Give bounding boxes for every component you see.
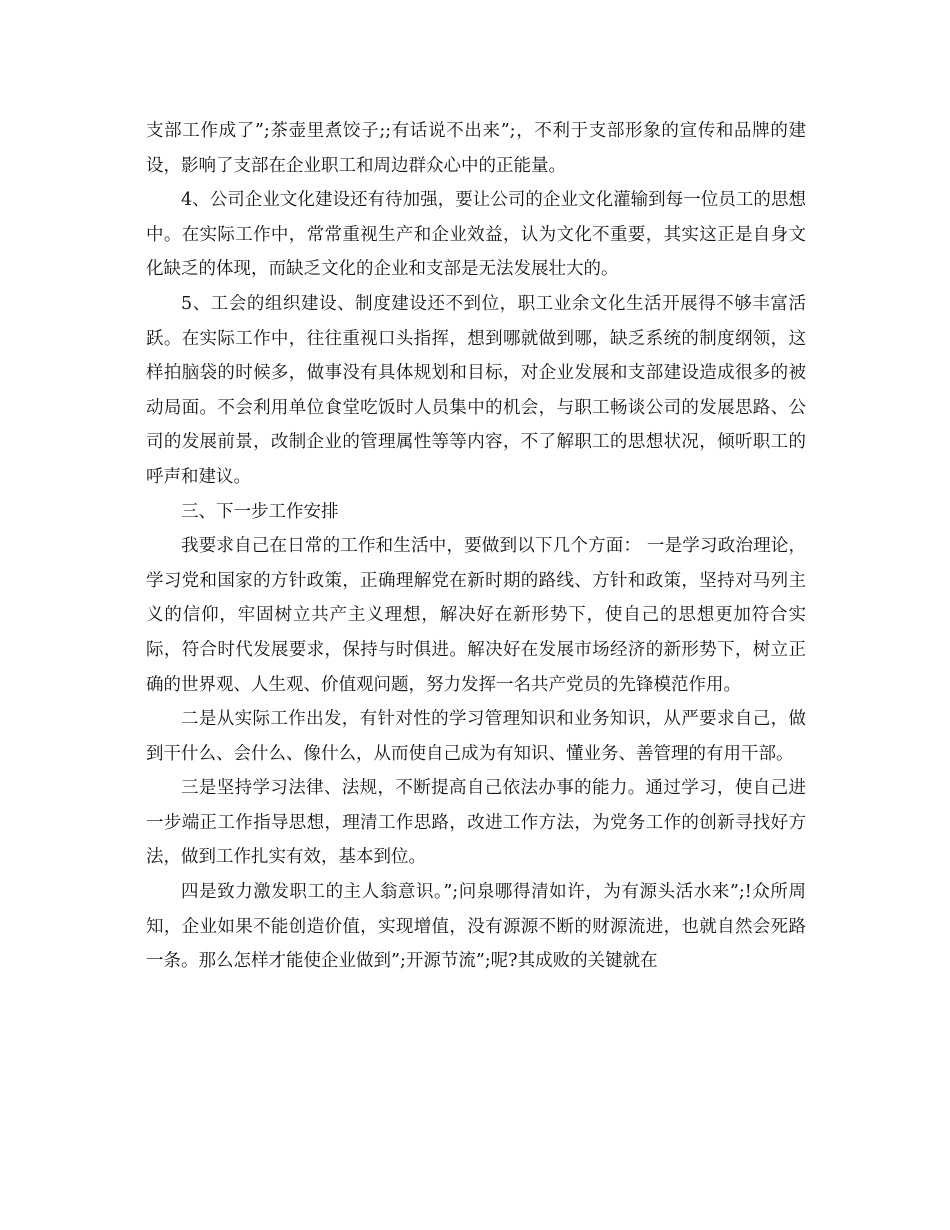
paragraph-item-1: 我要求自己在日常的工作和生活中，要做到以下几个方面： 一是学习政治理论，学习党和国家的方针政策，正确理解党在新时期的路线、方针和政策，坚持对马列主义的信仰，牢固树立共产主义理想，解决好在新形势下，使自己的思想更加符合实际，符合时代发展要求，保持与时俱进。解决好在发展市场经济的新形势下，树立正确的世界观、人生观、价值观问题，努力发挥一名共产党员的先锋模范作用。 <box>146 536 806 695</box>
paragraph-item-3: 三是坚持学习法律、法规，不断提高自己依法办事的能力。通过学习，使自己进一步端正工作指导思想，理清工作思路，改进工作方法，为党务工作的创新寻找好方法，做到工作扎实有效，基本到位。 <box>146 778 806 868</box>
paragraph-continuation: 支部工作成了”;茶壶里煮饺子;;有话说不出来”;，不利于支部形象的宣传和品牌的建设，影响了支部在企业职工和周边群众心中的正能量。 <box>146 121 806 176</box>
section-heading-next-steps: 三、下一步工作安排 <box>181 501 339 522</box>
paragraph-item-4: 四是致力激发职工的主人翁意识。”;问泉哪得清如许，为有源头活水来”;!众所周知，企业如果不能创造价值，实现增值，没有源源不断的财源流进，也就自然会死路一条。那么怎样才能使企业做到”;开源节流”;呢?其成败的关键就在 <box>146 882 806 972</box>
paragraph-item-2: 二是从实际工作出发，有针对性的学习管理知识和业务知识，从严要求自己，做到干什么、会什么、像什么，从而使自己成为有知识、懂业务、善管理的有用干部。 <box>146 709 806 764</box>
document-body <box>146 114 806 979</box>
paragraph-point-5: 5、工会的组织建设、制度建设还不到位，职工业余文化生活开展得不够丰富活跃。在实际工作中，往往重视口头指挥，想到哪就做到哪，缺乏系统的制度纲领，这样拍脑袋的时候多，做事没有具体规划和目标，对企业发展和支部建设造成很多的被动局面。不会利用单位食堂吃饭时人员集中的机会，与职工畅谈公司的发展思路、公司的发展前景，改制企业的管理属性等等内容，不了解职工的思想状况，倾听职工的呼声和建议。 <box>146 293 806 487</box>
paragraph-point-4: 4、公司企业文化建设还有待加强，要让公司的企业文化灌输到每一位员工的思想中。在实际工作中，常常重视生产和企业效益，认为文化不重要，其实这正是自身文化缺乏的体现，而缺乏文化的企业和支部是无法发展壮大的。 <box>146 190 806 280</box>
